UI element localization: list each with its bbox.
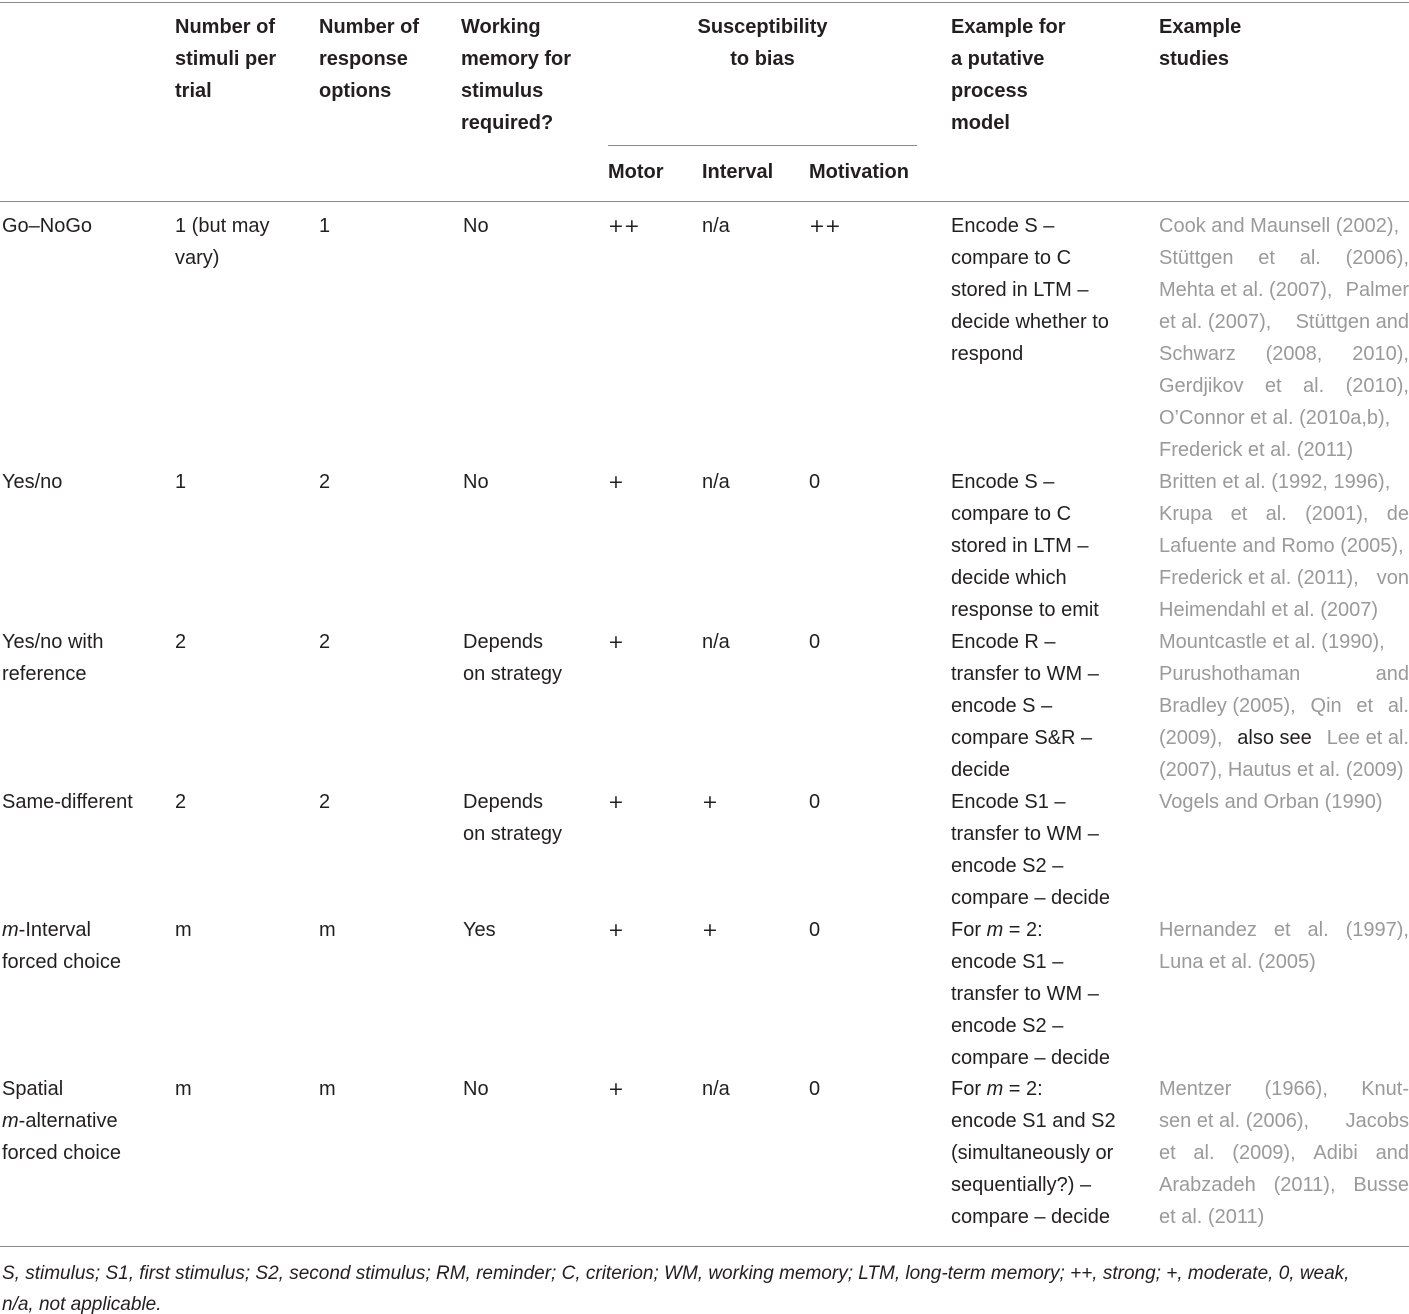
reference-link[interactable]: Purushothaman bbox=[1159, 663, 1301, 685]
reference-line bbox=[1159, 1169, 1409, 1201]
row-process-model-line: decide which bbox=[951, 567, 1067, 589]
reference-link[interactable]: (2006), bbox=[1345, 247, 1409, 269]
row-response-options bbox=[319, 466, 330, 498]
reference-note: also see bbox=[1237, 727, 1312, 749]
reference-link[interactable]: et bbox=[1159, 1142, 1176, 1164]
row-process-model-line: compare S&R – bbox=[951, 727, 1093, 749]
row-process-model bbox=[951, 626, 1099, 786]
row-example-studies bbox=[1159, 466, 1409, 626]
table-bottom-rule bbox=[0, 1246, 1409, 1247]
reference-link[interactable]: al. bbox=[1299, 247, 1321, 269]
reference-line bbox=[1159, 210, 1409, 242]
header-susceptibility-to-bias-line: to bias bbox=[730, 48, 795, 70]
header-response-options-line: response bbox=[319, 48, 408, 70]
reference-link[interactable]: et bbox=[1264, 375, 1282, 397]
reference-line bbox=[1159, 754, 1409, 786]
reference-line bbox=[1159, 338, 1409, 370]
row-working-memory bbox=[463, 786, 562, 850]
reference-link[interactable]: Cook and Maunsell (2002), bbox=[1159, 215, 1400, 237]
header-bottom-rule bbox=[0, 201, 1409, 202]
row-working-memory-line: No bbox=[463, 1078, 489, 1100]
row-process-model-line: transfer to WM – bbox=[951, 823, 1099, 845]
row-process-model-line: encode S – bbox=[951, 695, 1053, 717]
reference-link[interactable]: (2011), bbox=[1273, 1174, 1336, 1196]
row-response-options bbox=[319, 786, 330, 818]
header-process-model-line: model bbox=[951, 112, 1010, 134]
reference-link[interactable]: al. bbox=[1387, 695, 1409, 717]
reference-line bbox=[1159, 402, 1409, 434]
row-working-memory bbox=[463, 626, 562, 690]
row-task-name-text: -alternative bbox=[18, 1110, 118, 1132]
reference-line bbox=[1159, 722, 1409, 754]
header-example-studies-line: Example bbox=[1159, 16, 1242, 38]
row-task-name bbox=[2, 210, 92, 242]
reference-link[interactable]: al. bbox=[1307, 919, 1329, 941]
row-process-model-line: sequentially?) – bbox=[951, 1174, 1092, 1196]
row-task-name bbox=[2, 1073, 121, 1169]
reference-link[interactable]: Britten et al. (1992, 1996), bbox=[1159, 471, 1391, 493]
row-bias-motor: + bbox=[608, 471, 624, 493]
row-example-studies bbox=[1159, 914, 1409, 978]
row-process-model-text: = 2: bbox=[1003, 919, 1043, 941]
row-task-variable: m bbox=[2, 919, 19, 941]
header-process-model-line: a putative bbox=[951, 48, 1045, 70]
header-stimuli-per-trial-line: trial bbox=[175, 80, 212, 102]
row-example-studies bbox=[1159, 626, 1409, 786]
row-response-options-line: m bbox=[319, 919, 336, 941]
row-task-name-line: Yes/no with bbox=[2, 631, 104, 653]
reference-link[interactable]: (2009), bbox=[1159, 727, 1223, 749]
reference-link[interactable]: Frederick et al. (2011) bbox=[1159, 439, 1354, 461]
row-process-model bbox=[951, 914, 1110, 1074]
reference-line bbox=[1159, 594, 1409, 626]
row-bias-motor: + bbox=[608, 631, 624, 653]
row-process-model-line: compare – decide bbox=[951, 887, 1110, 909]
reference-line bbox=[1159, 690, 1409, 722]
row-bias-motor: + bbox=[608, 791, 624, 813]
row-process-model-line bbox=[951, 1073, 1116, 1105]
row-bias-interval: n/a bbox=[702, 1078, 730, 1100]
row-process-model-line: response to emit bbox=[951, 599, 1099, 621]
row-process-model-line: encode S1 – bbox=[951, 951, 1064, 973]
row-stimuli-per-trial-line: m bbox=[175, 919, 192, 941]
row-task-name-line: forced choice bbox=[2, 1142, 121, 1164]
header-stimuli-per-trial-line: Number of bbox=[175, 16, 275, 38]
reference-line bbox=[1159, 1105, 1409, 1137]
header-working-memory-line: Working bbox=[461, 16, 541, 38]
header-bias-interval: Interval bbox=[702, 161, 774, 183]
row-response-options-line: m bbox=[319, 1078, 336, 1100]
row-process-model bbox=[951, 786, 1110, 914]
row-stimuli-per-trial-line: 2 bbox=[175, 631, 187, 653]
row-bias-motor: ++ bbox=[608, 215, 640, 237]
row-example-studies bbox=[1159, 786, 1409, 818]
row-working-memory-line: on strategy bbox=[463, 823, 562, 845]
row-process-model-line: (simultaneously or bbox=[951, 1142, 1114, 1164]
row-response-options-line: 2 bbox=[319, 471, 331, 493]
table-top-rule bbox=[0, 2, 1409, 3]
header-stimuli-per-trial bbox=[175, 11, 276, 107]
row-stimuli-per-trial bbox=[175, 210, 269, 274]
reference-link[interactable]: (2010), bbox=[1345, 375, 1409, 397]
reference-line bbox=[1159, 434, 1409, 466]
row-response-options bbox=[319, 626, 330, 658]
row-process-model-line: decide whether to bbox=[951, 311, 1109, 333]
row-process-model-line: compare to C bbox=[951, 503, 1072, 525]
reference-link[interactable]: al. bbox=[1303, 375, 1325, 397]
row-process-model-line: decide bbox=[951, 759, 1010, 781]
reference-link[interactable]: Busse bbox=[1353, 1174, 1409, 1196]
row-process-model-line: transfer to WM – bbox=[951, 983, 1099, 1005]
table-footnote bbox=[2, 1258, 1407, 1314]
row-example-studies bbox=[1159, 210, 1409, 466]
reference-link[interactable]: (1997), bbox=[1345, 919, 1409, 941]
reference-link[interactable]: sen et al. (2006), bbox=[1159, 1110, 1310, 1132]
reference-link[interactable]: Bradley (2005), bbox=[1159, 695, 1296, 717]
reference-link[interactable]: et al. (2011) bbox=[1159, 1206, 1265, 1228]
row-task-name-line: reference bbox=[2, 663, 87, 685]
row-process-model-line: Encode R – bbox=[951, 631, 1056, 653]
row-process-model-line: compare to C bbox=[951, 247, 1072, 269]
row-process-model-line: respond bbox=[951, 343, 1024, 365]
row-process-model-line: Encode S – bbox=[951, 471, 1055, 493]
row-process-model bbox=[951, 210, 1109, 370]
row-bias-motor: + bbox=[608, 1078, 624, 1100]
row-working-memory-line: Depends bbox=[463, 631, 544, 653]
reference-link[interactable]: Arabzadeh bbox=[1159, 1174, 1256, 1196]
row-task-name-line: Yes/no bbox=[2, 471, 63, 493]
reference-link[interactable]: Schwarz bbox=[1159, 343, 1236, 365]
reference-line bbox=[1159, 1137, 1409, 1169]
row-working-memory-line: on strategy bbox=[463, 663, 562, 685]
row-working-memory bbox=[463, 1073, 489, 1105]
reference-line bbox=[1159, 242, 1409, 274]
row-task-name bbox=[2, 914, 121, 978]
reference-link[interactable]: von bbox=[1376, 567, 1409, 589]
header-susceptibility-to-bias bbox=[608, 11, 917, 75]
row-stimuli-per-trial bbox=[175, 786, 186, 818]
row-bias-motivation: 0 bbox=[809, 471, 821, 493]
reference-line bbox=[1159, 530, 1409, 562]
header-example-studies bbox=[1159, 11, 1241, 75]
row-working-memory-line: No bbox=[463, 471, 489, 493]
reference-link[interactable]: Adibi bbox=[1313, 1142, 1358, 1164]
reference-line bbox=[1159, 466, 1409, 498]
header-response-options-line: options bbox=[319, 80, 392, 102]
reference-link[interactable]: Luna et al. (2005) bbox=[1159, 951, 1316, 973]
reference-link[interactable]: Frederick et al. (2011), bbox=[1159, 567, 1359, 589]
bias-subheader-rule bbox=[608, 145, 917, 146]
row-task-name-text: -Interval bbox=[18, 919, 91, 941]
header-stimuli-per-trial-line: stimuli per bbox=[175, 48, 277, 70]
reference-line bbox=[1159, 498, 1409, 530]
row-stimuli-per-trial bbox=[175, 1073, 192, 1105]
row-process-model-line: stored in LTM – bbox=[951, 535, 1089, 557]
row-bias-motivation: 0 bbox=[809, 1078, 821, 1100]
reference-line bbox=[1159, 658, 1409, 690]
row-working-memory bbox=[463, 466, 489, 498]
reference-link[interactable]: Mentzer bbox=[1159, 1078, 1232, 1100]
footnote-line: n/a, not applicable. bbox=[2, 1294, 162, 1314]
row-process-model-line: stored in LTM – bbox=[951, 279, 1089, 301]
reference-link[interactable]: et al. (2007), bbox=[1159, 311, 1272, 333]
reference-line bbox=[1159, 370, 1409, 402]
header-working-memory bbox=[461, 11, 571, 139]
row-bias-interval: + bbox=[702, 791, 718, 813]
reference-line bbox=[1159, 946, 1409, 978]
row-task-name-line: Spatial bbox=[2, 1078, 64, 1100]
reference-link[interactable]: (2001), bbox=[1305, 503, 1369, 525]
row-stimuli-per-trial-line: m bbox=[175, 1078, 192, 1100]
reference-link[interactable]: Mehta et al. (2007), bbox=[1159, 279, 1333, 301]
reference-link[interactable]: et bbox=[1258, 247, 1275, 269]
row-process-model-text: = 2: bbox=[1003, 1078, 1043, 1100]
header-response-options-line: Number of bbox=[319, 16, 419, 38]
row-bias-interval: + bbox=[702, 919, 718, 941]
reference-link[interactable]: et bbox=[1356, 695, 1374, 717]
reference-link[interactable]: 2010), bbox=[1352, 343, 1409, 365]
reference-link[interactable]: (2007), Hautus et al. (2009) bbox=[1159, 759, 1404, 781]
row-response-options-line: 2 bbox=[319, 631, 331, 653]
row-process-model-line: Encode S1 – bbox=[951, 791, 1066, 813]
reference-line bbox=[1159, 1073, 1409, 1105]
reference-line bbox=[1159, 626, 1409, 658]
row-process-model-line: encode S2 – bbox=[951, 1015, 1064, 1037]
row-task-name-line: forced choice bbox=[2, 951, 121, 973]
reference-link[interactable]: de bbox=[1386, 503, 1409, 525]
reference-link[interactable]: Jacobs bbox=[1345, 1110, 1409, 1132]
reference-link[interactable]: Qin bbox=[1310, 695, 1342, 717]
reference-link[interactable]: al. bbox=[1193, 1142, 1215, 1164]
row-process-model-line: encode S2 – bbox=[951, 855, 1064, 877]
header-process-model-line: Example for bbox=[951, 16, 1066, 38]
reference-line bbox=[1159, 274, 1409, 306]
reference-line bbox=[1159, 914, 1409, 946]
header-working-memory-line: stimulus bbox=[461, 80, 544, 102]
row-response-options bbox=[319, 210, 330, 242]
reference-link[interactable]: et bbox=[1273, 919, 1291, 941]
header-bias-motivation: Motivation bbox=[809, 161, 909, 183]
row-stimuli-per-trial bbox=[175, 626, 186, 658]
header-response-options bbox=[319, 11, 419, 107]
header-example-studies-line: studies bbox=[1159, 48, 1230, 70]
row-response-options-line: 2 bbox=[319, 791, 331, 813]
row-response-options bbox=[319, 914, 336, 946]
row-process-model-line: compare – decide bbox=[951, 1206, 1110, 1228]
header-working-memory-line: required? bbox=[461, 112, 554, 134]
reference-link[interactable]: al. bbox=[1265, 503, 1287, 525]
reference-link[interactable]: Palmer bbox=[1345, 279, 1409, 301]
row-process-model-variable: m bbox=[986, 919, 1004, 941]
row-task-name-line bbox=[2, 914, 121, 946]
reference-link[interactable]: and bbox=[1375, 1142, 1409, 1164]
reference-link[interactable]: Gerdjikov bbox=[1159, 375, 1244, 397]
footnote-line: S, stimulus; S1, first stimulus; S2, second stimulus; RM, reminder; C, criterion; WM, working memory; LTM, long-term memory; ++, strong; +, moderate, 0, weak, bbox=[2, 1263, 1350, 1284]
row-bias-interval: n/a bbox=[702, 631, 730, 653]
row-working-memory-line: Depends bbox=[463, 791, 544, 813]
row-process-model-line: compare – decide bbox=[951, 1047, 1110, 1069]
reference-link[interactable]: Stüttgen bbox=[1159, 247, 1234, 269]
row-working-memory bbox=[463, 210, 489, 242]
row-stimuli-per-trial bbox=[175, 914, 192, 946]
row-process-model-variable: m bbox=[986, 1078, 1004, 1100]
row-bias-motor: + bbox=[608, 919, 624, 941]
reference-link[interactable]: Lafuente and Romo (2005), bbox=[1159, 535, 1404, 557]
reference-link[interactable]: Krupa bbox=[1159, 503, 1213, 525]
row-process-model-text: For bbox=[951, 919, 987, 941]
reference-link[interactable]: (2008, bbox=[1265, 343, 1323, 365]
reference-line bbox=[1159, 306, 1409, 338]
row-bias-motivation: ++ bbox=[809, 215, 841, 237]
row-process-model-line bbox=[951, 914, 1110, 946]
row-process-model-line: encode S1 and S2 bbox=[951, 1110, 1116, 1132]
reference-link[interactable]: Hernandez bbox=[1159, 919, 1257, 941]
row-process-model-line: Encode S – bbox=[951, 215, 1055, 237]
header-process-model bbox=[951, 11, 1065, 139]
header-bias-motor: Motor bbox=[608, 161, 664, 183]
row-working-memory-line: Yes bbox=[463, 919, 496, 941]
row-response-options-line: 1 bbox=[319, 215, 331, 237]
reference-line bbox=[1159, 562, 1409, 594]
reference-link[interactable]: O’Connor et al. (2010a,b), bbox=[1159, 407, 1391, 429]
row-bias-motivation: 0 bbox=[809, 791, 821, 813]
row-bias-interval: n/a bbox=[702, 215, 730, 237]
row-bias-motivation: 0 bbox=[809, 919, 821, 941]
row-stimuli-per-trial bbox=[175, 466, 186, 498]
reference-link[interactable]: Stüttgen and bbox=[1295, 311, 1409, 333]
reference-link[interactable]: et bbox=[1230, 503, 1248, 525]
row-task-name bbox=[2, 786, 133, 818]
reference-link[interactable]: Vogels and Orban (1990) bbox=[1159, 791, 1383, 813]
reference-link[interactable]: (2009), bbox=[1232, 1142, 1296, 1164]
reference-line bbox=[1159, 786, 1409, 818]
header-susceptibility-to-bias-line: Susceptibility bbox=[697, 16, 828, 38]
row-response-options bbox=[319, 1073, 336, 1105]
reference-link[interactable]: and bbox=[1375, 663, 1409, 685]
row-bias-interval: n/a bbox=[702, 471, 730, 493]
row-task-variable: m bbox=[2, 1110, 19, 1132]
reference-link[interactable]: Heimendahl et al. (2007) bbox=[1159, 599, 1379, 621]
row-working-memory-line: No bbox=[463, 215, 489, 237]
row-stimuli-per-trial-line: 1 (but may bbox=[175, 215, 270, 237]
reference-link[interactable]: (1966), bbox=[1264, 1078, 1328, 1100]
header-process-model-line: process bbox=[951, 80, 1028, 102]
header-working-memory-line: memory for bbox=[461, 48, 572, 70]
reference-link[interactable]: Lee et al. bbox=[1326, 727, 1409, 749]
reference-link[interactable]: Knut- bbox=[1361, 1078, 1409, 1100]
row-task-name-line bbox=[2, 1105, 121, 1137]
row-task-name bbox=[2, 466, 62, 498]
reference-link[interactable]: Mountcastle et al. (1990), bbox=[1159, 631, 1385, 653]
row-process-model bbox=[951, 1073, 1116, 1233]
row-process-model-line: transfer to WM – bbox=[951, 663, 1099, 685]
row-stimuli-per-trial-line: 1 bbox=[175, 471, 187, 493]
row-example-studies bbox=[1159, 1073, 1409, 1233]
row-process-model-text: For bbox=[951, 1078, 987, 1100]
row-task-name-line: Same-different bbox=[2, 791, 133, 813]
reference-line bbox=[1159, 1201, 1409, 1233]
row-bias-motivation: 0 bbox=[809, 631, 821, 653]
row-working-memory bbox=[463, 914, 496, 946]
row-stimuli-per-trial-line: vary) bbox=[175, 247, 220, 269]
row-stimuli-per-trial-line: 2 bbox=[175, 791, 187, 813]
row-task-name bbox=[2, 626, 104, 690]
row-process-model bbox=[951, 466, 1099, 626]
row-task-name-line: Go–NoGo bbox=[2, 215, 93, 237]
